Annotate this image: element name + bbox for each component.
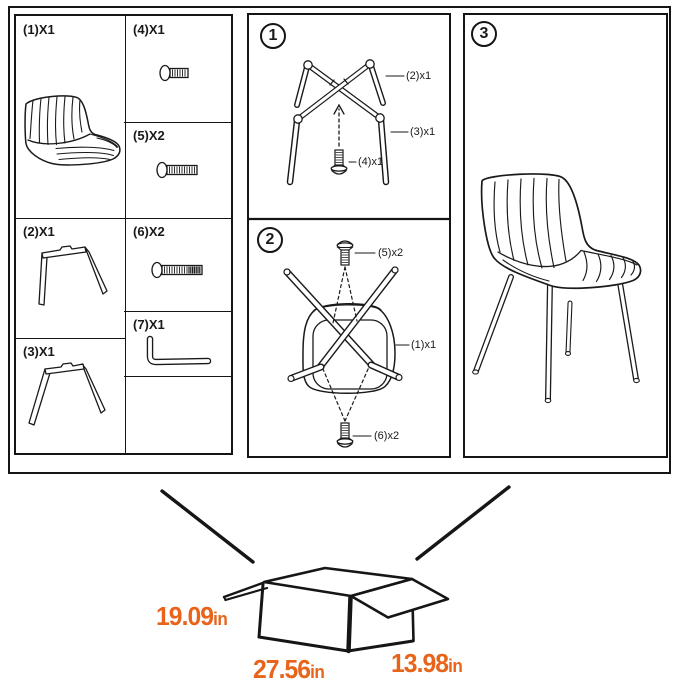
dimension-unit: in [213,609,228,629]
step-1-number: 1 [260,23,286,49]
callout-screw5: (5)x2 [378,247,404,259]
part-3-label: (3)X1 [23,344,55,359]
seat-underside-diagram [284,241,409,447]
shipping-box-icon [0,478,679,681]
assembled-chair-illustration [465,15,666,456]
callout-seat1: (1)x1 [411,339,437,351]
callout-screw4: (4)x1 [358,156,384,168]
part-5-label: (5)X2 [133,128,165,143]
dimension-value: 13.98 [391,648,449,678]
part-1-label: (1)X1 [23,22,55,37]
part-6-label: (6)X2 [133,224,165,239]
projection-line-left [162,491,253,562]
projection-line-right [417,487,509,559]
parts-grid-empty-cell [126,376,231,453]
step-2-number: 2 [257,227,283,253]
parts-grid [14,14,233,455]
screw-medium-icon [124,122,231,216]
screw-long-icon [337,423,353,447]
package-width-label [391,648,462,679]
dimension-unit: in [448,656,463,676]
package-height-label [156,601,227,632]
dimension-value: 19.09 [156,601,214,631]
part-7-label: (7)X1 [133,317,165,332]
screw-medium-icon [337,241,353,265]
step-3-number: 3 [471,21,497,47]
leg-frame-b-icon [16,338,124,453]
dimension-value: 27.56 [253,654,311,681]
screw-long-icon [124,218,231,309]
callout-frame3: (3)x1 [410,126,436,138]
part-2-label: (2)X1 [23,224,55,239]
dimension-unit: in [310,662,325,681]
allen-key-icon [124,311,231,376]
package-length-label [253,654,324,681]
callout-frame2: (2)x1 [406,70,432,82]
seat-shell-icon [16,16,124,218]
screw-short-icon [331,150,347,174]
part-4-label: (4)X1 [133,22,165,37]
leg-frame-a-icon [16,218,124,338]
callout-screw6: (6)x2 [374,430,400,442]
leg-assembly-diagram [290,60,408,182]
screw-short-icon [124,16,231,122]
